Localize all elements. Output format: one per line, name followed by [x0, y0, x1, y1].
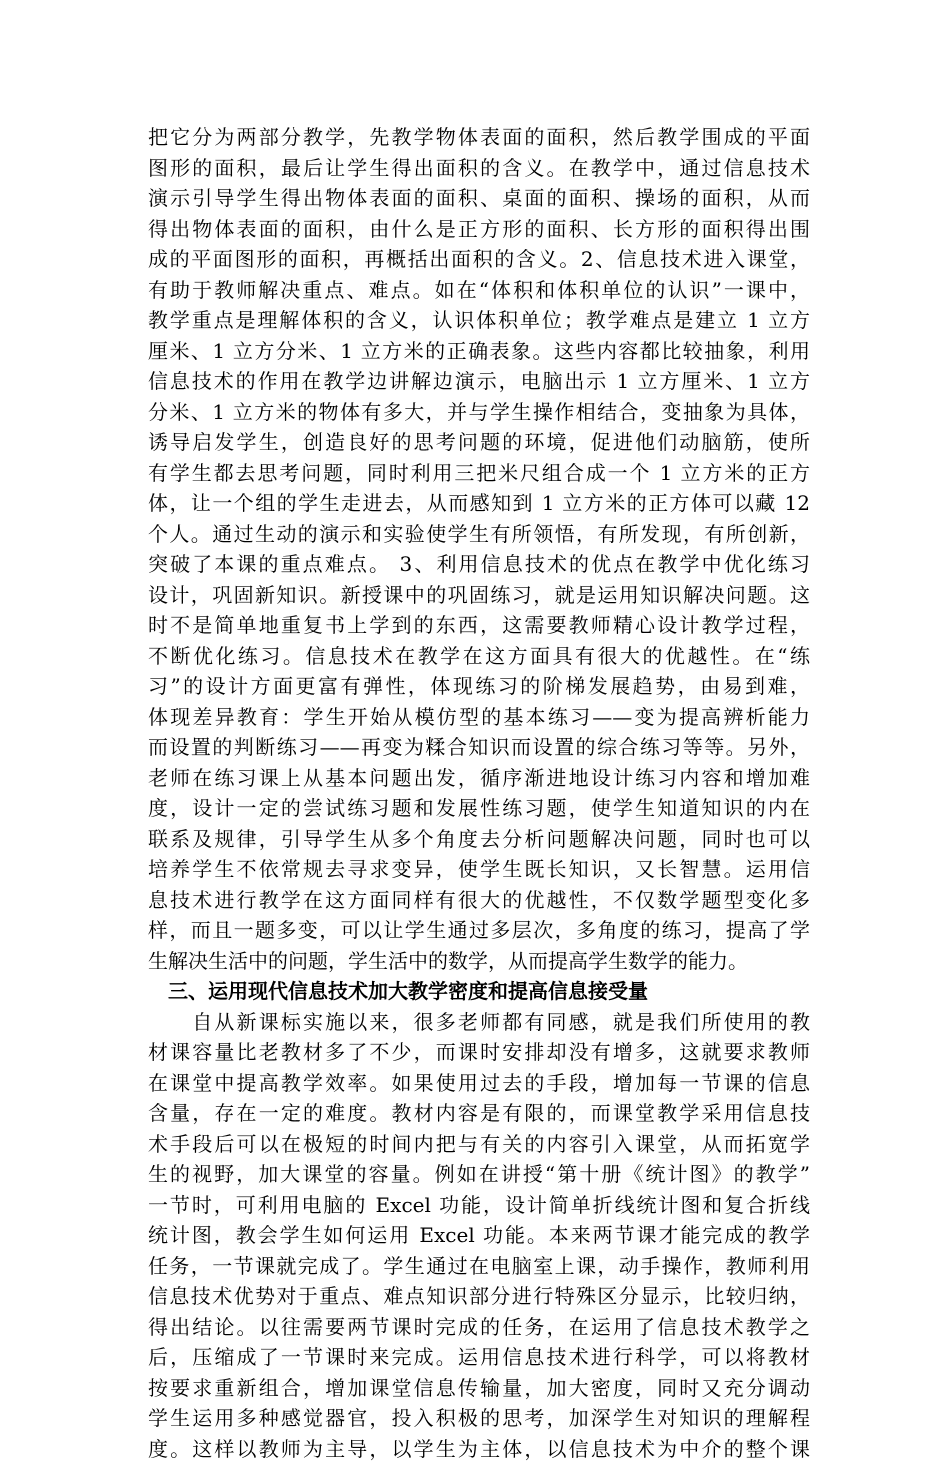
paragraph-2 — [148, 1007, 810, 1464]
text-line: 自从新课标实施以来，很多老师都有同感，就是我们所使用的教 — [148, 1007, 810, 1038]
text-line: 样，而且一题多变，可以让学生通过多层次，多角度的练习，提高了学 — [148, 915, 810, 946]
text-line: 后，压缩成了一节课时来完成。运用信息技术进行科学，可以将教材 — [148, 1342, 810, 1373]
document-page — [148, 122, 810, 1464]
text-line: 时不是简单地重复书上学到的东西，这需要教师精心设计教学过程， — [148, 610, 810, 641]
text-line: 设计，巩固新知识。新授课中的巩固练习，就是运用知识解决问题。这 — [148, 580, 810, 611]
section-heading: 三、运用现代信息技术加大教学密度和提高信息接受量 — [148, 976, 810, 1007]
text-line: 信息技术的作用在教学边讲解边演示，电脑出示 1 立方厘米、1 立方 — [148, 366, 810, 397]
text-line: 分米、1 立方米的物体有多大，并与学生操作相结合，变抽象为具体， — [148, 397, 810, 428]
text-line: 教学重点是理解体积的含义，认识体积单位；教学难点是建立 1 立方 — [148, 305, 810, 336]
text-line: 息技术进行教学在这方面同样有很大的优越性，不仅数学题型变化多 — [148, 885, 810, 916]
text-line: 突破了本课的重点难点。 3、利用信息技术的优点在教学中优化练习 — [148, 549, 810, 580]
text-line: 而设置的判断练习——再变为糅合知识而设置的综合练习等等。另外， — [148, 732, 810, 763]
text-line: 度。这样以教师为主导，以学生为主体，以信息技术为中介的整个课 — [148, 1434, 810, 1464]
text-line: 不断优化练习。信息技术在教学在这方面具有很大的优越性。在“练 — [148, 641, 810, 672]
text-line: 老师在练习课上从基本问题出发，循序渐进地设计练习内容和增加难 — [148, 763, 810, 794]
text-line: 信息技术优势对于重点、难点知识部分进行特殊区分显示，比较归纳， — [148, 1281, 810, 1312]
text-line: 把它分为两部分教学，先教学物体表面的面积，然后教学围成的平面 — [148, 122, 810, 153]
text-line: 一节时，可利用电脑的 Excel 功能，设计简单折线统计图和复合折线 — [148, 1190, 810, 1221]
text-line: 生的视野，加大课堂的容量。例如在讲授“第十册《统计图》的教学” — [148, 1159, 810, 1190]
text-line: 体现差异教育：学生开始从模仿型的基本练习——变为提高辨析能力 — [148, 702, 810, 733]
text-line: 得出结论。以往需要两节课时完成的任务，在运用了信息技术教学之 — [148, 1312, 810, 1343]
text-line: 厘米、1 立方分米、1 立方米的正确表象。这些内容都比较抽象，利用 — [148, 336, 810, 367]
text-line: 在课堂中提高教学效率。如果使用过去的手段，增加每一节课的信息 — [148, 1068, 810, 1099]
text-line: 按要求重新组合，增加课堂信息传输量，加大密度，同时又充分调动 — [148, 1373, 810, 1404]
text-line: 有学生都去思考问题，同时利用三把米尺组合成一个 1 立方米的正方 — [148, 458, 810, 489]
text-line: 材课容量比老教材多了不少，而课时安排却没有增多，这就要求教师 — [148, 1037, 810, 1068]
text-line: 统计图，教会学生如何运用 Excel 功能。本来两节课才能完成的教学 — [148, 1220, 810, 1251]
text-line: 个人。通过生动的演示和实验使学生有所领悟，有所发现，有所创新， — [148, 519, 810, 550]
text-line: 培养学生不依常规去寻求变异，使学生既长知识，又长智慧。运用信 — [148, 854, 810, 885]
text-line: 习”的设计方面更富有弹性，体现练习的阶梯发展趋势，由易到难， — [148, 671, 810, 702]
text-line: 体，让一个组的学生走进去，从而感知到 1 立方米的正方体可以藏 12 — [148, 488, 810, 519]
text-line: 有助于教师解决重点、难点。如在“体积和体积单位的认识”一课中， — [148, 275, 810, 306]
text-line: 得出物体表面的面积，由什么是正方形的面积、长方形的面积得出围 — [148, 214, 810, 245]
text-line: 图形的面积，最后让学生得出面积的含义。在教学中，通过信息技术 — [148, 153, 810, 184]
text-line: 诱导启发学生，创造良好的思考问题的环境，促进他们动脑筋，使所 — [148, 427, 810, 458]
text-line: 任务，一节课就完成了。学生通过在电脑室上课，动手操作，教师利用 — [148, 1251, 810, 1282]
text-line: 含量，存在一定的难度。教材内容是有限的，而课堂教学采用信息技 — [148, 1098, 810, 1129]
text-line: 术手段后可以在极短的时间内把与有关的内容引入课堂，从而拓宽学 — [148, 1129, 810, 1160]
text-line: 演示引导学生得出物体表面的面积、桌面的面积、操场的面积，从而 — [148, 183, 810, 214]
text-line: 学生运用多种感觉器官，投入积极的思考，加深学生对知识的理解程 — [148, 1403, 810, 1434]
text-line: 联系及规律，引导学生从多个角度去分析问题解决问题，同时也可以 — [148, 824, 810, 855]
text-line: 度，设计一定的尝试练习题和发展性练习题，使学生知道知识的内在 — [148, 793, 810, 824]
text-line: 成的平面图形的面积，再概括出面积的含义。2、信息技术进入课堂， — [148, 244, 810, 275]
text-line: 生解决生活中的问题，学生活中的数学，从而提高学生数学的能力。 — [148, 946, 810, 977]
paragraph-1 — [148, 122, 810, 976]
